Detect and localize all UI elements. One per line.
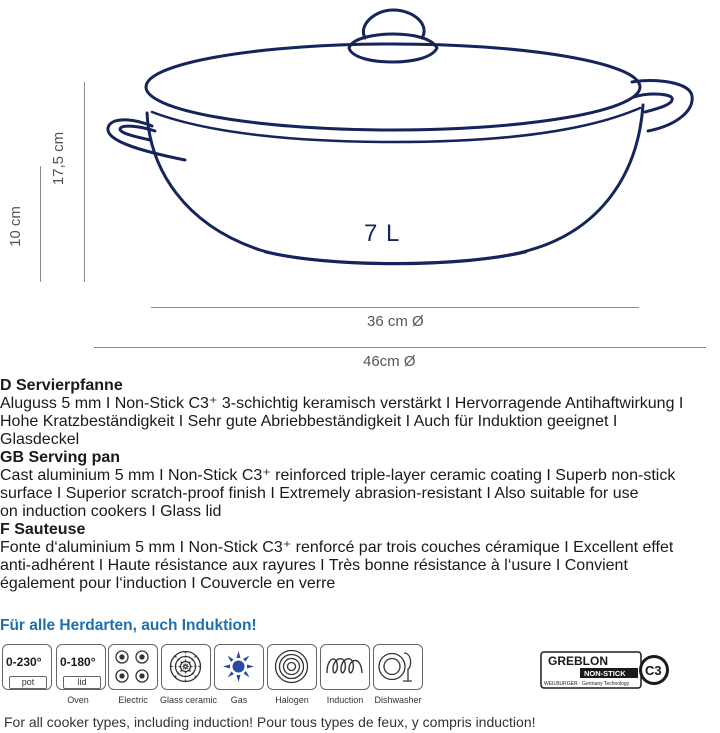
halogen-label: Halogen [275, 695, 309, 705]
cooker-tagline: Für alle Herdarten, auch Induktion! [0, 617, 257, 634]
section-de-line: Glasdeckel [0, 431, 80, 448]
greblon-grade: C3 [645, 663, 662, 678]
section-gb-line: on induction cookers I Glass lid [0, 503, 222, 520]
section-de-line: Hohe Kratzbeständigkeit I Sehr gute Abriebbeständigkeit I Auch für Induktion geeignet I [0, 413, 618, 430]
halogen-hob-icon [267, 644, 317, 690]
section-fr-line: anti-adhérent I Haute résistance aux rayures I Très bonne résistance à l‘usure I Convient [0, 557, 628, 574]
greblon-logo [540, 650, 672, 690]
pot-temperature-sub: pot [9, 676, 47, 689]
total-width-label: 46cm Ø [363, 353, 416, 370]
total-width-line [94, 347, 706, 348]
base-diameter-label: 36 cm Ø [367, 313, 424, 330]
capacity-label: 7 L [364, 220, 401, 247]
height-body-line [40, 166, 41, 282]
dishwasher-label: Dishwasher [374, 695, 422, 705]
section-gb-body [0, 467, 720, 521]
pot-temperature-icon [2, 644, 52, 690]
section-gb-line: surface I Superior scratch-proof finish I Extremely abrasion-resistant I Also suitable for use [0, 485, 639, 502]
height-total-label: 17,5 cm [50, 131, 68, 186]
section-gb-heading: GB Serving pan [0, 449, 121, 466]
greblon-brand: GREBLON [548, 654, 608, 668]
dishwasher-icon [373, 644, 423, 690]
pot-temperature-value: 0-230° [6, 655, 42, 669]
height-total-line [84, 82, 85, 282]
induction-hob-icon [320, 644, 370, 690]
section-de-line: Aluguss 5 mm I Non-Stick C3⁺ 3-schichtig keramisch verstärkt I Hervorragende Antihaftwirkung I [0, 395, 684, 412]
height-body-label: 10 cm [6, 206, 24, 247]
base-diameter-line [151, 307, 639, 308]
gas-hob-icon [214, 644, 264, 690]
section-de-body [0, 395, 720, 449]
electric-hob-icon [108, 644, 158, 690]
glass-ceramic-label: Glass ceramic [160, 695, 218, 705]
lid-temperature-sub: lid [63, 676, 101, 689]
induction-label: Induction [326, 695, 364, 705]
section-fr-line: Fonte d‘aluminium 5 mm I Non-Stick C3⁺ renforcé par trois couches céramique I Excellent effet [0, 539, 674, 556]
greblon-line: NON-STICK [584, 669, 626, 678]
gas-label: Gas [230, 695, 248, 705]
section-fr-body [0, 539, 720, 593]
greblon-maker: WEILBURGER · Germany Technology [544, 681, 630, 687]
lid-temperature-value: 0-180° [60, 655, 96, 669]
footer-note: For all cooker types, including induction! Pour tous types de feux, y compris induction! [4, 714, 536, 730]
oven-label: Oven [67, 695, 89, 705]
section-fr-line: également pour l‘induction I Couvercle en verre [0, 575, 336, 592]
glass-ceramic-hob-icon [161, 644, 211, 690]
section-de-heading: D Servierpfanne [0, 377, 123, 394]
section-fr-heading: F Sauteuse [0, 521, 86, 538]
section-gb-line: Cast aluminium 5 mm I Non-Stick C3⁺ reinforced triple-layer ceramic coating I Superb non-stick [0, 467, 676, 484]
lid-temperature-icon [56, 644, 106, 690]
electric-label: Electric [118, 695, 148, 705]
serving-pan-diagram [0, 0, 720, 300]
